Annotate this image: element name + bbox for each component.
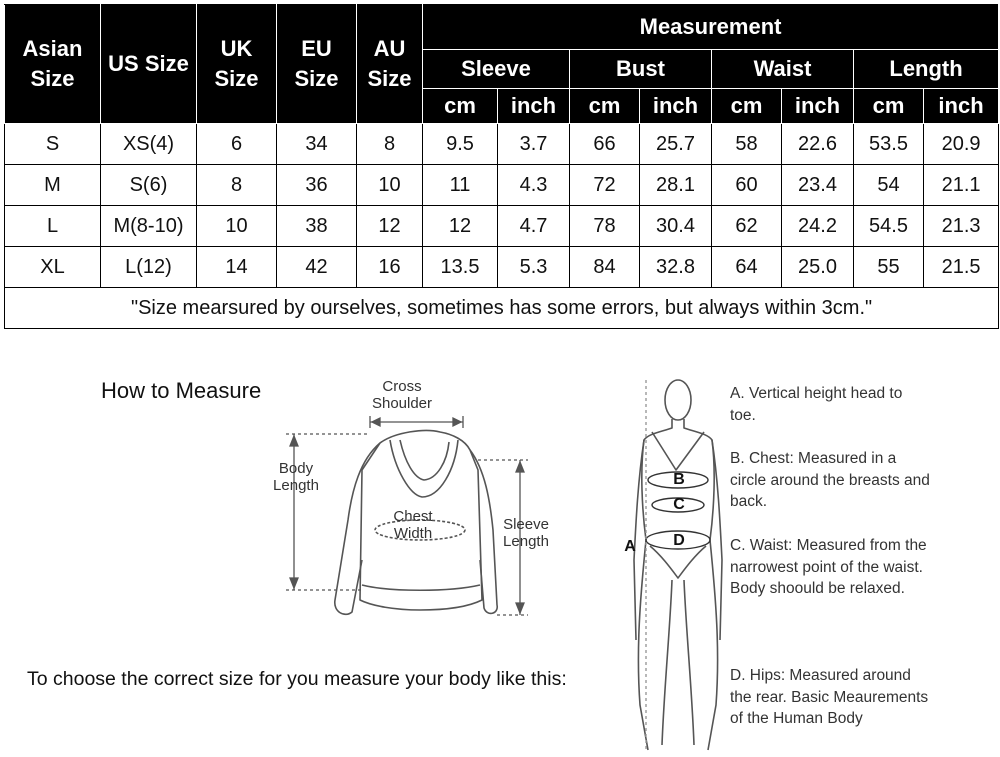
table-cell: 10 bbox=[197, 206, 277, 247]
body-length-label: Body Length bbox=[273, 460, 319, 494]
table-cell: 25.0 bbox=[782, 247, 854, 288]
table-cell: 20.9 bbox=[924, 124, 999, 165]
table-cell: 62 bbox=[712, 206, 782, 247]
table-cell: 3.7 bbox=[498, 124, 570, 165]
header-sleeve: Sleeve bbox=[423, 50, 570, 89]
table-cell: 13.5 bbox=[423, 247, 498, 288]
marker-a: A bbox=[624, 538, 636, 555]
unit-cell: inch bbox=[640, 89, 712, 124]
table-cell: 55 bbox=[854, 247, 924, 288]
table-cell: 60 bbox=[712, 165, 782, 206]
table-cell: 21.3 bbox=[924, 206, 999, 247]
header-waist: Waist bbox=[712, 50, 854, 89]
unit-cell: cm bbox=[570, 89, 640, 124]
header-uk-size: UK Size bbox=[197, 5, 277, 124]
table-cell: 12 bbox=[423, 206, 498, 247]
desc-c: C. Waist: Measured from the narrowest point of the waist. Body shoould be relaxed. bbox=[730, 537, 927, 597]
header-au-size: AU Size bbox=[357, 5, 423, 124]
header-length: Length bbox=[854, 50, 999, 89]
header-measurement: Measurement bbox=[423, 5, 999, 50]
instruction-text: To choose the correct size for you measure your body like this: bbox=[27, 668, 567, 690]
table-cell: 16 bbox=[357, 247, 423, 288]
table-cell: 8 bbox=[197, 165, 277, 206]
table-cell: 30.4 bbox=[640, 206, 712, 247]
header-bust: Bust bbox=[570, 50, 712, 89]
unit-cell: cm bbox=[854, 89, 924, 124]
table-cell: M bbox=[5, 165, 101, 206]
header-asian-size: Asian Size bbox=[5, 5, 101, 124]
sleeve-length-label: Sleeve Length bbox=[503, 516, 549, 550]
table-cell: XS(4) bbox=[101, 124, 197, 165]
table-cell: M(8-10) bbox=[101, 206, 197, 247]
table-cell: 58 bbox=[712, 124, 782, 165]
table-cell: 11 bbox=[423, 165, 498, 206]
table-cell: 64 bbox=[712, 247, 782, 288]
table-cell: 22.6 bbox=[782, 124, 854, 165]
table-cell: L(12) bbox=[101, 247, 197, 288]
table-cell: 54.5 bbox=[854, 206, 924, 247]
marker-c: C bbox=[673, 496, 685, 513]
table-cell: 42 bbox=[277, 247, 357, 288]
table-cell: 28.1 bbox=[640, 165, 712, 206]
table-cell: S(6) bbox=[101, 165, 197, 206]
unit-cell: inch bbox=[498, 89, 570, 124]
cross-shoulder-label: Cross Shoulder bbox=[371, 378, 433, 412]
measurement-note: "Size mearsured by ourselves, sometimes has some errors, but always within 3cm." bbox=[5, 288, 999, 329]
table-cell: XL bbox=[5, 247, 101, 288]
table-cell: 24.2 bbox=[782, 206, 854, 247]
table-cell: 9.5 bbox=[423, 124, 498, 165]
table-cell: 25.7 bbox=[640, 124, 712, 165]
table-cell: 23.4 bbox=[782, 165, 854, 206]
table-cell: 78 bbox=[570, 206, 640, 247]
table-cell: 21.5 bbox=[924, 247, 999, 288]
table-cell: L bbox=[5, 206, 101, 247]
unit-cell: inch bbox=[782, 89, 854, 124]
desc-d: D. Hips: Measured around the rear. Basic Meaurements of the Human Body bbox=[730, 667, 929, 727]
table-cell: 4.3 bbox=[498, 165, 570, 206]
table-cell: 32.8 bbox=[640, 247, 712, 288]
table-cell: 54 bbox=[854, 165, 924, 206]
table-cell: 12 bbox=[357, 206, 423, 247]
unit-cell: cm bbox=[712, 89, 782, 124]
header-eu-size: EU Size bbox=[277, 5, 357, 124]
table-cell: 34 bbox=[277, 124, 357, 165]
table-cell: 21.1 bbox=[924, 165, 999, 206]
table-cell: 5.3 bbox=[498, 247, 570, 288]
table-cell: 6 bbox=[197, 124, 277, 165]
table-cell: 4.7 bbox=[498, 206, 570, 247]
unit-cell: cm bbox=[423, 89, 498, 124]
chest-width-label: Chest Width bbox=[393, 508, 433, 542]
table-cell: 53.5 bbox=[854, 124, 924, 165]
how-to-measure-title: How to Measure bbox=[101, 378, 262, 403]
table-cell: 38 bbox=[277, 206, 357, 247]
table-cell: S bbox=[5, 124, 101, 165]
table-cell: 72 bbox=[570, 165, 640, 206]
header-us-size: US Size bbox=[101, 5, 197, 124]
table-cell: 66 bbox=[570, 124, 640, 165]
table-cell: 8 bbox=[357, 124, 423, 165]
table-cell: 14 bbox=[197, 247, 277, 288]
unit-cell: inch bbox=[924, 89, 999, 124]
table-cell: 84 bbox=[570, 247, 640, 288]
table-cell: 10 bbox=[357, 165, 423, 206]
table-cell: 36 bbox=[277, 165, 357, 206]
marker-d: D bbox=[673, 532, 685, 549]
desc-b: B. Chest: Measured in a circle around the breasts and back. bbox=[730, 450, 930, 510]
marker-b: B bbox=[673, 471, 685, 488]
desc-a: A. Vertical height head to toe. bbox=[730, 385, 903, 424]
